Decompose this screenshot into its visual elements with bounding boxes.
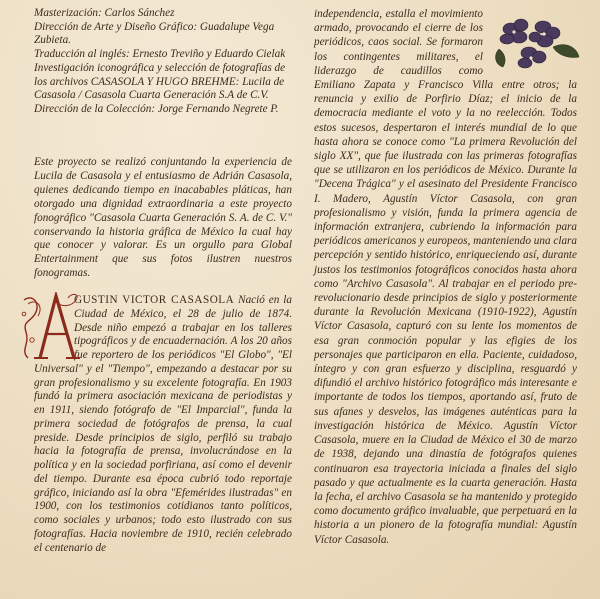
biography-paragraph	[34, 294, 292, 555]
right-column-text	[314, 7, 577, 547]
credit-line: Investigación iconográfica y selección de fotografías de los archivos CASASOLA Y HUGO BREHME: Lucila de Casasola / Casasola Cuarta Generación S.A de C.V.	[34, 61, 286, 102]
credit-line: Traducción al inglés: Ernesto Treviño y Eduardo Cielak	[34, 48, 286, 61]
credits-block	[34, 7, 292, 117]
violet-flowers-icon	[491, 11, 581, 73]
bio-name: GUSTIN VICTOR CASASOLA	[74, 294, 235, 306]
intro-paragraph: Este proyecto se realizó conjuntando la experiencia de Lucila de Casasola y el entusiasmo de Adrián Casasola, quienes dedicando tiempo en inacabables pláticas, han otorgado una dignidad extraordinaria a este proyecto fonográfico "Casasola Cuarta Generación S. A. de C. V." conservando la historia gráfica de México la cual hay que conocer y valorar. Es un orgullo para Global Entertainment que sus fotos ilustren nuestros fonogramas.	[34, 156, 292, 280]
bio-text: Nació en la Ciudad de México, el 28 de julio de 1874. Desde niño empezó a trabajar en los talleres tipográficos y de encuadernación. A los 20 años fue reportero de los periódicos "El Globo", "El Universal" y el "Tiempo", empezando a destacar por su gran profesionalismo y su excelente fotografía. En 1903 fundó la primera asociación mexicana de periodistas y en 1911, siendo fotógrafo de "El Imparcial", funda la primera sociedad de fotógrafos de prensa, la cual preside. Desde principios de siglo, perfiló su trabajo hacia la fotografía de prensa, involucrándose en la política y en la sociedad porfiriana, así como el devenir del tiempo. Durante esa época cubrió todo reportaje gráfico, iniciando así la obra "Efemérides ilustradas" en 1900, con los testimonios cotidianos tanto políticos, como sociales y urbanos; todo esto ilustrado con sus fotografías. Hacia noviembre de 1910, recién celebrado el centenario de	[34, 294, 292, 554]
credit-line: Masterización: Carlos Sánchez	[34, 7, 175, 19]
credit-line: Dirección de Arte y Diseño Gráfico: Guadalupe Vega Zubieta.	[34, 20, 275, 47]
ornamental-letter-a-icon	[18, 292, 68, 360]
right-column-body: independencia, estalla el movimiento armado, provocando el cierre de los periódicos, caos social. Se formaron los contingentes militares, el liderazgo de caudillos como Emiliano Zapata y Francisco Villa entre otros; la renuncia y exilio de Porfirio Díaz; el inicio de la democracia mediante el voto y la no reelección. Todos estos sucesos, despertaron el interés mundial de lo que hasta ahora se conoce como "La primera Revolución del siglo XX", que fue ilustrada con las primeras fotografías que se utilizaron en los periódicos de México. Durante la "Decena Trágica" y el asesinato del Presidente Francisco I. Madero, Agustín Víctor Casasola, con gran profesionalismo y visión, funda la primera agencia de información extranjera, cubriendo la información para periódicos americanos y europeos, manteniendo una clara percepción y sentido histórico, enriqueciendo así, durante justos los testimonios fotográficos conocidos hasta ahora como "Archivo Casasola". Al trabajar en el periodo pre-revolucionario desde principios de siglo y posteriormente durante la Revolución Mexicana (1910-1922), Agustín Víctor Casasola, capturó con su lente los momentos de esa gran conmoción popular y las efigies de los personajes que participaron en ella. Paciente, cuidadoso, íntegro y con gran esfuerzo y disciplina, resguardó y difundió el archivo histórico fotográfico más interesante e importante de todos los tiempos, aportando así, fruto de sus afanes y desvelos, las imágenes auténticas para la investigación histórica de México. Agustín Víctor Casasola, muere en la Ciudad de México el 30 de marzo de 1938, dejando una dinastía de fotógrafos quienes continuaron esa trayectoria iniciada a finales del siglo pasado y que actualmente es la cuarta generación. Hasta la fecha, el archivo Casasola se ha mantenido y protegido como documento gráfico invaluable, que perpetuará en la historia a un pionero de la fotografía mundial: Agustín Víctor Casasola.	[314, 8, 577, 546]
credit-line: Dirección de la Colección: Jorge Fernando Negrete P.	[34, 102, 279, 115]
